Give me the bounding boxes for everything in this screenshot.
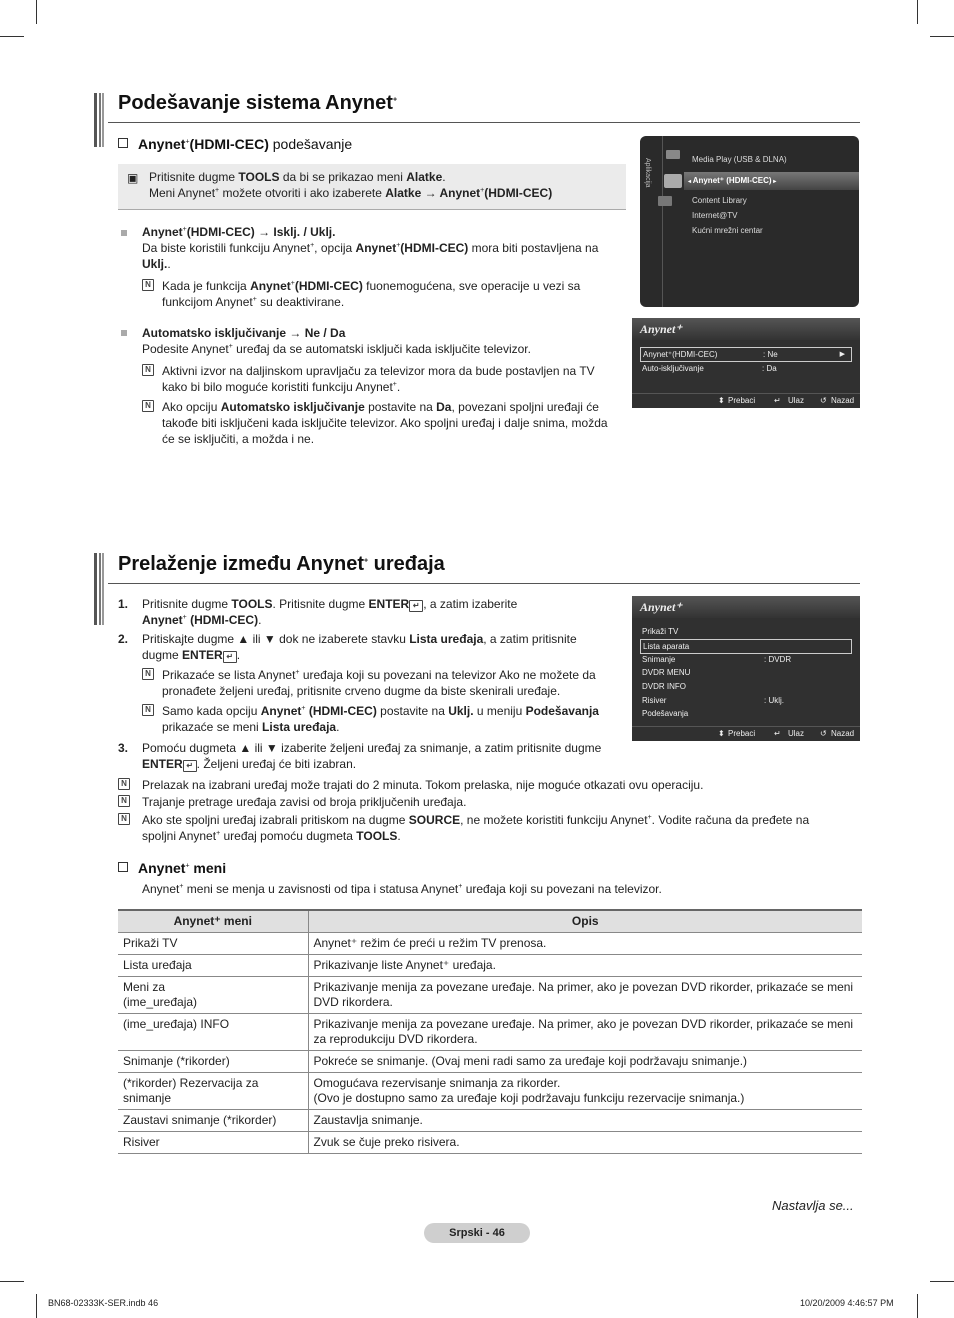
bullet-square xyxy=(121,230,127,236)
crop-mark xyxy=(0,1281,24,1282)
updown-icon: ⬍ xyxy=(718,729,725,738)
table-row: Zaustavi snimanje (*rikorder) Zaustavlja snimanje. xyxy=(118,1110,862,1132)
heading-rule xyxy=(108,583,860,584)
table-row: Snimanje (*rikorder) Pokreće se snimanje. (Ovaj meni radi samo za uređaje koji podržavaju snimanje.) xyxy=(118,1051,862,1073)
anynet-icon xyxy=(664,174,682,188)
note-icon: N xyxy=(142,279,154,291)
anynet-menu-table xyxy=(118,909,862,1154)
device-row-dvdr-menu[interactable]: DVDR MENU xyxy=(642,668,691,677)
application-menu-screenshot xyxy=(640,136,859,307)
return-icon: ↺ xyxy=(820,396,827,405)
note-icon: N xyxy=(142,704,154,716)
crop-mark xyxy=(930,36,954,37)
menu-item-media-play[interactable]: Media Play (USB & DLNA) xyxy=(692,155,787,164)
step2-note-settings: N Samo kada opciju Anynet+ (HDMI-CEC) postavite na Uklj. u meniju Podešavanja prikazaće se meni Lista uređaja. xyxy=(142,703,599,735)
heading-bar xyxy=(94,93,104,147)
anynet-settings-screenshot xyxy=(632,318,860,408)
screen-footer: ⬍ Prebaci ↵ Ulaz ↺ Nazad xyxy=(632,393,860,408)
setting-row-auto-off[interactable]: Auto-isključivanje : Da xyxy=(642,364,777,373)
heading-rule xyxy=(108,122,860,123)
section1-title: Podešavanje sistema Anynet+ xyxy=(118,92,398,114)
crop-mark xyxy=(917,0,918,24)
table-row: Lista uređaja Prikazivanje liste Anynet⁺ uređaja. xyxy=(118,955,862,977)
table-header-cell: Opis xyxy=(308,910,862,933)
media-icon xyxy=(666,150,680,159)
note-icon: N xyxy=(142,364,154,376)
table-row: Prikaži TV Anynet⁺ režim će preći u režim TV prenosa. xyxy=(118,933,862,955)
bullet-square xyxy=(121,330,127,336)
menu-item-internet-tv[interactable]: Internet@TV xyxy=(692,211,738,220)
anynet-menu-title: Anynet+ meni xyxy=(118,860,226,876)
continued-label: Nastavlja se... xyxy=(772,1198,854,1213)
enter-icon: ↵ xyxy=(774,729,781,738)
arrow-right-icon: ▶ xyxy=(839,351,845,358)
crop-mark xyxy=(0,36,24,37)
note-switch-time: N Prelazak na izabrani uređaj može trajati do 2 minuta. Tokom prelaska, nije moguće otkazati ovu operaciju. xyxy=(118,777,703,793)
side-label: Aplikacija xyxy=(644,158,651,188)
anynet-menu-desc: Anynet+ meni se menja u zavisnosti od tipa i statusa Anynet+ uređaja koji su povezani na televizor. xyxy=(142,882,662,896)
note-active-source: N Aktivni izvor na daljinskom upravljaču za televizor mora da bude postavljen na TV kako bi bilo moguće koristiti funkciju Anynet+. xyxy=(142,363,595,395)
note-hdmi-disabled: N Kada je funkcija Anynet+(HDMI-CEC) fuonemogućena, sve operacije u vezi sa funkcijom Anynet+ su deaktivirane. xyxy=(142,278,580,310)
table-row: Risiver Zvuk se čuje preko risivera. xyxy=(118,1132,862,1154)
page-number: Srpski - 46 xyxy=(424,1223,530,1243)
note-icon: N xyxy=(118,778,130,790)
table-row: (ime_uređaja) INFO Prikazivanje menija za povezane uređaje. Na primer, ako je povezan DVD rikorder, prikazaće se meni za reprodukciju DVD rikordera. xyxy=(118,1014,862,1051)
enter-icon: ↵ xyxy=(183,760,197,772)
print-date: 10/20/2009 4:46:57 PM xyxy=(800,1298,894,1308)
device-row-settings[interactable]: Podešavanja xyxy=(642,709,689,718)
note-icon: N xyxy=(142,668,154,680)
enter-icon: ↵ xyxy=(223,651,237,663)
enter-icon: ↵ xyxy=(774,396,781,405)
device-row-record[interactable]: Snimanje : DVDR xyxy=(642,655,792,664)
enter-icon: ↵ xyxy=(409,600,423,612)
screen-footer: ⬍ Prebaci ↵ Ulaz ↺ Nazad xyxy=(632,726,860,741)
device-row-list[interactable]: Lista aparata xyxy=(640,639,852,654)
content-icon xyxy=(658,196,672,206)
section2-title: Prelaženje između Anynet+ uređaja xyxy=(118,553,445,575)
note-auto-off: N Ako opciju Automatsko isključivanje postavite na Da, povezani spoljni uređaji će takođe biti isključeni kada isključite televizor. Ako spoljni uređaj i dalje snima, možda će se isključiti, a možda i ne. xyxy=(142,399,608,447)
anynet-device-screenshot xyxy=(632,596,860,741)
device-row-dvdr-info[interactable]: DVDR INFO xyxy=(642,682,686,691)
table-header-cell: Anynet⁺ meni xyxy=(118,910,308,933)
note-source: N Ako ste spoljni uređaj izabrali pritiskom na dugme SOURCE, ne možete koristiti funkciju Anynet+. Vodite računa da pređete na spoljni Anynet+ uređaj pomoću dugmeta TOOLS. xyxy=(118,812,809,844)
note-icon: N xyxy=(118,795,130,807)
crop-mark xyxy=(36,0,37,24)
updown-icon: ⬍ xyxy=(718,396,725,405)
anynet-logo: Anynet⁺ xyxy=(640,600,682,614)
crop-mark xyxy=(917,1294,918,1318)
subsection-title: Anynet+(HDMI-CEC) podešavanje xyxy=(118,136,352,152)
note-icon: N xyxy=(142,400,154,412)
step-1: 1. Pritisnite dugme TOOLS. Pritisnite dugme ENTER ↵ , a zatim izaberite Anynet+ (HDMI-CEC). xyxy=(118,597,518,627)
step2-note-list: N Prikazaće se lista Anynet+ uređaja koji su povezani na televizor Ako ne možete da pronađete željeni uređaj, pritisnite crveno dugme da biste skenirali uređaje. xyxy=(142,667,596,699)
menu-item-content-library[interactable]: Content Library xyxy=(692,196,747,205)
tools-note-box: ▣ Pritisnite dugme TOOLS da bi se prikazao meni Alatke. Meni Anynet+ možete otvoriti i ako izaberete Alatke → Anynet+(HDMI-CEC) xyxy=(118,164,626,210)
step-2: 2. Pritiskajte dugme ▲ ili ▼ dok ne izaberete stavku Lista uređaja, a zatim pritisnite dugme ENTER ↵ . xyxy=(118,632,577,662)
table-row: Meni za (ime_uređaja) Prikazivanje menija za povezane uređaje. Na primer, ako je povezan DVD rikorder, prikazaće se meni DVD rikordera. xyxy=(118,977,862,1014)
file-name: BN68-02333K-SER.indb 46 xyxy=(48,1298,159,1308)
table-header xyxy=(118,910,862,933)
setting-row-hdmi-cec[interactable]: Anynet⁺(HDMI-CEC) : Ne ▶ xyxy=(640,347,852,362)
remote-icon: ▣ xyxy=(127,171,139,185)
note-search-time: N Trajanje pretrage uređaja zavisi od broja priključenih uređaja. xyxy=(118,794,466,810)
crop-mark xyxy=(36,1294,37,1318)
anynet-logo: Anynet⁺ xyxy=(640,322,682,336)
menu-item-anynet[interactable]: ◂ Anynet⁺ (HDMI-CEC) ▸ xyxy=(688,176,777,185)
crop-mark xyxy=(930,1281,954,1282)
heading-bar xyxy=(94,553,104,625)
note-icon: N xyxy=(118,813,130,825)
device-row-receiver[interactable]: Risiver : Uklj. xyxy=(642,696,784,705)
bullet-hdmi-cec: Anynet+(HDMI-CEC) → Isklj. / Uklj. Da biste koristili funkciju Anynet+, opcija Anynet+(HDMI-CEC) mora biti postavljena na Uklj.. xyxy=(142,225,599,271)
menu-item-home-network[interactable]: Kućni mrežni centar xyxy=(692,226,763,235)
bullet-auto-off: Automatsko isključivanje → Ne / Da Podesite Anynet+ uređaj da se automatski isključi kada isključite televizor. xyxy=(142,326,531,356)
step-3: 3. Pomoću dugmeta ▲ ili ▼ izaberite željeni uređaj za snimanje, a zatim pritisnite dugme ENTER ↵ . Željeni uređaj će biti izabran. xyxy=(118,741,602,771)
table-row: (*rikorder) Rezervacija za snimanje Omogućava rezervisanje snimanja za rikorder. (Ovo je dostupno samo za uređaje koji podržavaju funkciju rezervacije snimanja.) xyxy=(118,1073,862,1110)
device-row-tv[interactable]: Prikaži TV xyxy=(642,627,679,636)
return-icon: ↺ xyxy=(820,729,827,738)
